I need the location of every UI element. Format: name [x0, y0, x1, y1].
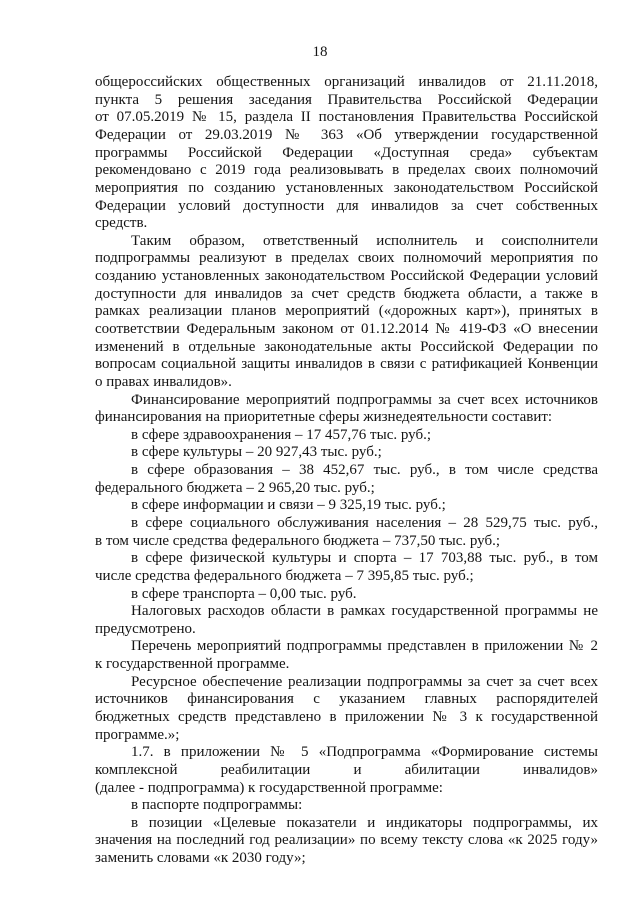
- text-line: созданию установленных законодательством Российской Федерации условий: [95, 268, 598, 284]
- text-line: числе средства федерального бюджета – 7 395,85 тыс. руб.;: [95, 567, 474, 584]
- text-line: 1.7. в приложении № 5 «Подпрограмма «Формирование системы: [131, 744, 598, 761]
- text-line: в сфере информации и связи – 9 325,19 тыс. руб.;: [131, 497, 446, 514]
- text-line: подпрограммы реализуют в пределах своих полномочий мероприятия по: [95, 250, 598, 267]
- text-line: соответствии Федеральным законом от 01.12.2014 № 419-ФЗ «О внесении: [95, 320, 598, 337]
- text-line: предусмотрено.: [95, 620, 196, 637]
- text-line: о правах инвалидов».: [95, 373, 232, 390]
- text-line: в сфере социального обслуживания населения – 28 529,75 тыс. руб.,: [131, 514, 598, 531]
- text-line: Финансирование мероприятий подпрограммы за счет всех источников: [131, 391, 598, 408]
- text-line: рекомендовано с 2019 года реализовывать в пределах своих полномочий: [95, 162, 598, 179]
- page-number: 18: [312, 44, 328, 60]
- text-line: общероссийских общественных организаций инвалидов от 21.11.2018,: [95, 74, 598, 90]
- text-line: к государственной программе.: [95, 656, 290, 672]
- text-line: заменить словами «к 2030 году»;: [95, 850, 306, 866]
- text-line: в паспорте подпрограммы:: [131, 797, 303, 814]
- text-line: финансирования на приоритетные сферы жизнедеятельности составит:: [95, 409, 553, 426]
- text-line: средств.: [95, 215, 148, 232]
- text-line: рамках реализации планов мероприятий («дорожных карт»), принятых в: [95, 303, 598, 320]
- text-line: пункта 5 решения заседания Правительства Российской Федерации: [95, 91, 598, 108]
- text-line: Налоговых расходов области в рамках государственной программы не: [131, 603, 598, 620]
- text-line: в том числе средства федерального бюджета – 737,50 тыс. руб.;: [95, 532, 501, 549]
- text-line: Ресурсное обеспечение реализации подпрограммы за счет за счет всех: [131, 673, 598, 690]
- text-line: в позиции «Целевые показатели и индикаторы подпрограммы, их: [131, 814, 598, 831]
- text-line: в сфере транспорта – 0,00 тыс. руб.: [131, 585, 357, 602]
- text-line: мероприятия по созданию установленных законодательством Российской: [95, 179, 598, 196]
- text-line: источников финансирования с указанием главных распорядителей: [95, 691, 598, 708]
- text-line: комплексной реабилитации и абилитации инвалидов»: [95, 761, 598, 778]
- text-line: Федерации условий доступности для инвалидов за счет собственных: [95, 197, 598, 214]
- text-line: в сфере здравоохранения – 17 457,76 тыс. руб.;: [131, 426, 431, 443]
- text-line: программе.»;: [95, 726, 180, 743]
- text-line: в сфере культуры – 20 927,43 тыс. руб.;: [131, 444, 382, 461]
- text-line: изменений в отдельные законодательные акты Российской Федерации по: [95, 338, 598, 355]
- text-line: Таким образом, ответственный исполнитель и соисполнители: [131, 232, 598, 249]
- text-line: (далее - подпрограмма) к государственной программе:: [95, 779, 443, 796]
- text-line: в сфере образования – 38 452,67 тыс. руб., в том числе средства: [131, 462, 598, 478]
- text-line: Перечень мероприятий подпрограммы представлен в приложении № 2: [131, 638, 598, 655]
- text-line: значения на последний год реализации» по всему тексту слова «к 2025 году»: [95, 832, 598, 849]
- text-line: федерального бюджета – 2 965,20 тыс. руб.;: [95, 479, 375, 496]
- text-line: в сфере физической культуры и спорта – 17 703,88 тыс. руб., в том: [131, 550, 598, 567]
- text-line: бюджетных средств представлено в приложении № 3 к государственной: [95, 708, 598, 725]
- text-line: доступности для инвалидов за счет средств бюджета области, а также в: [95, 285, 598, 302]
- text-line: Федерации от 29.03.2019 № 363 «Об утверждении государственной: [95, 126, 598, 143]
- text-line: программы Российской Федерации «Доступная среда» субъектам: [95, 144, 598, 161]
- text-line: от 07.05.2019 № 15, раздела II постановления Правительства Российской: [95, 109, 598, 126]
- text-line: вопросам социальной защиты инвалидов в связи с ратификацией Конвенции: [95, 356, 598, 373]
